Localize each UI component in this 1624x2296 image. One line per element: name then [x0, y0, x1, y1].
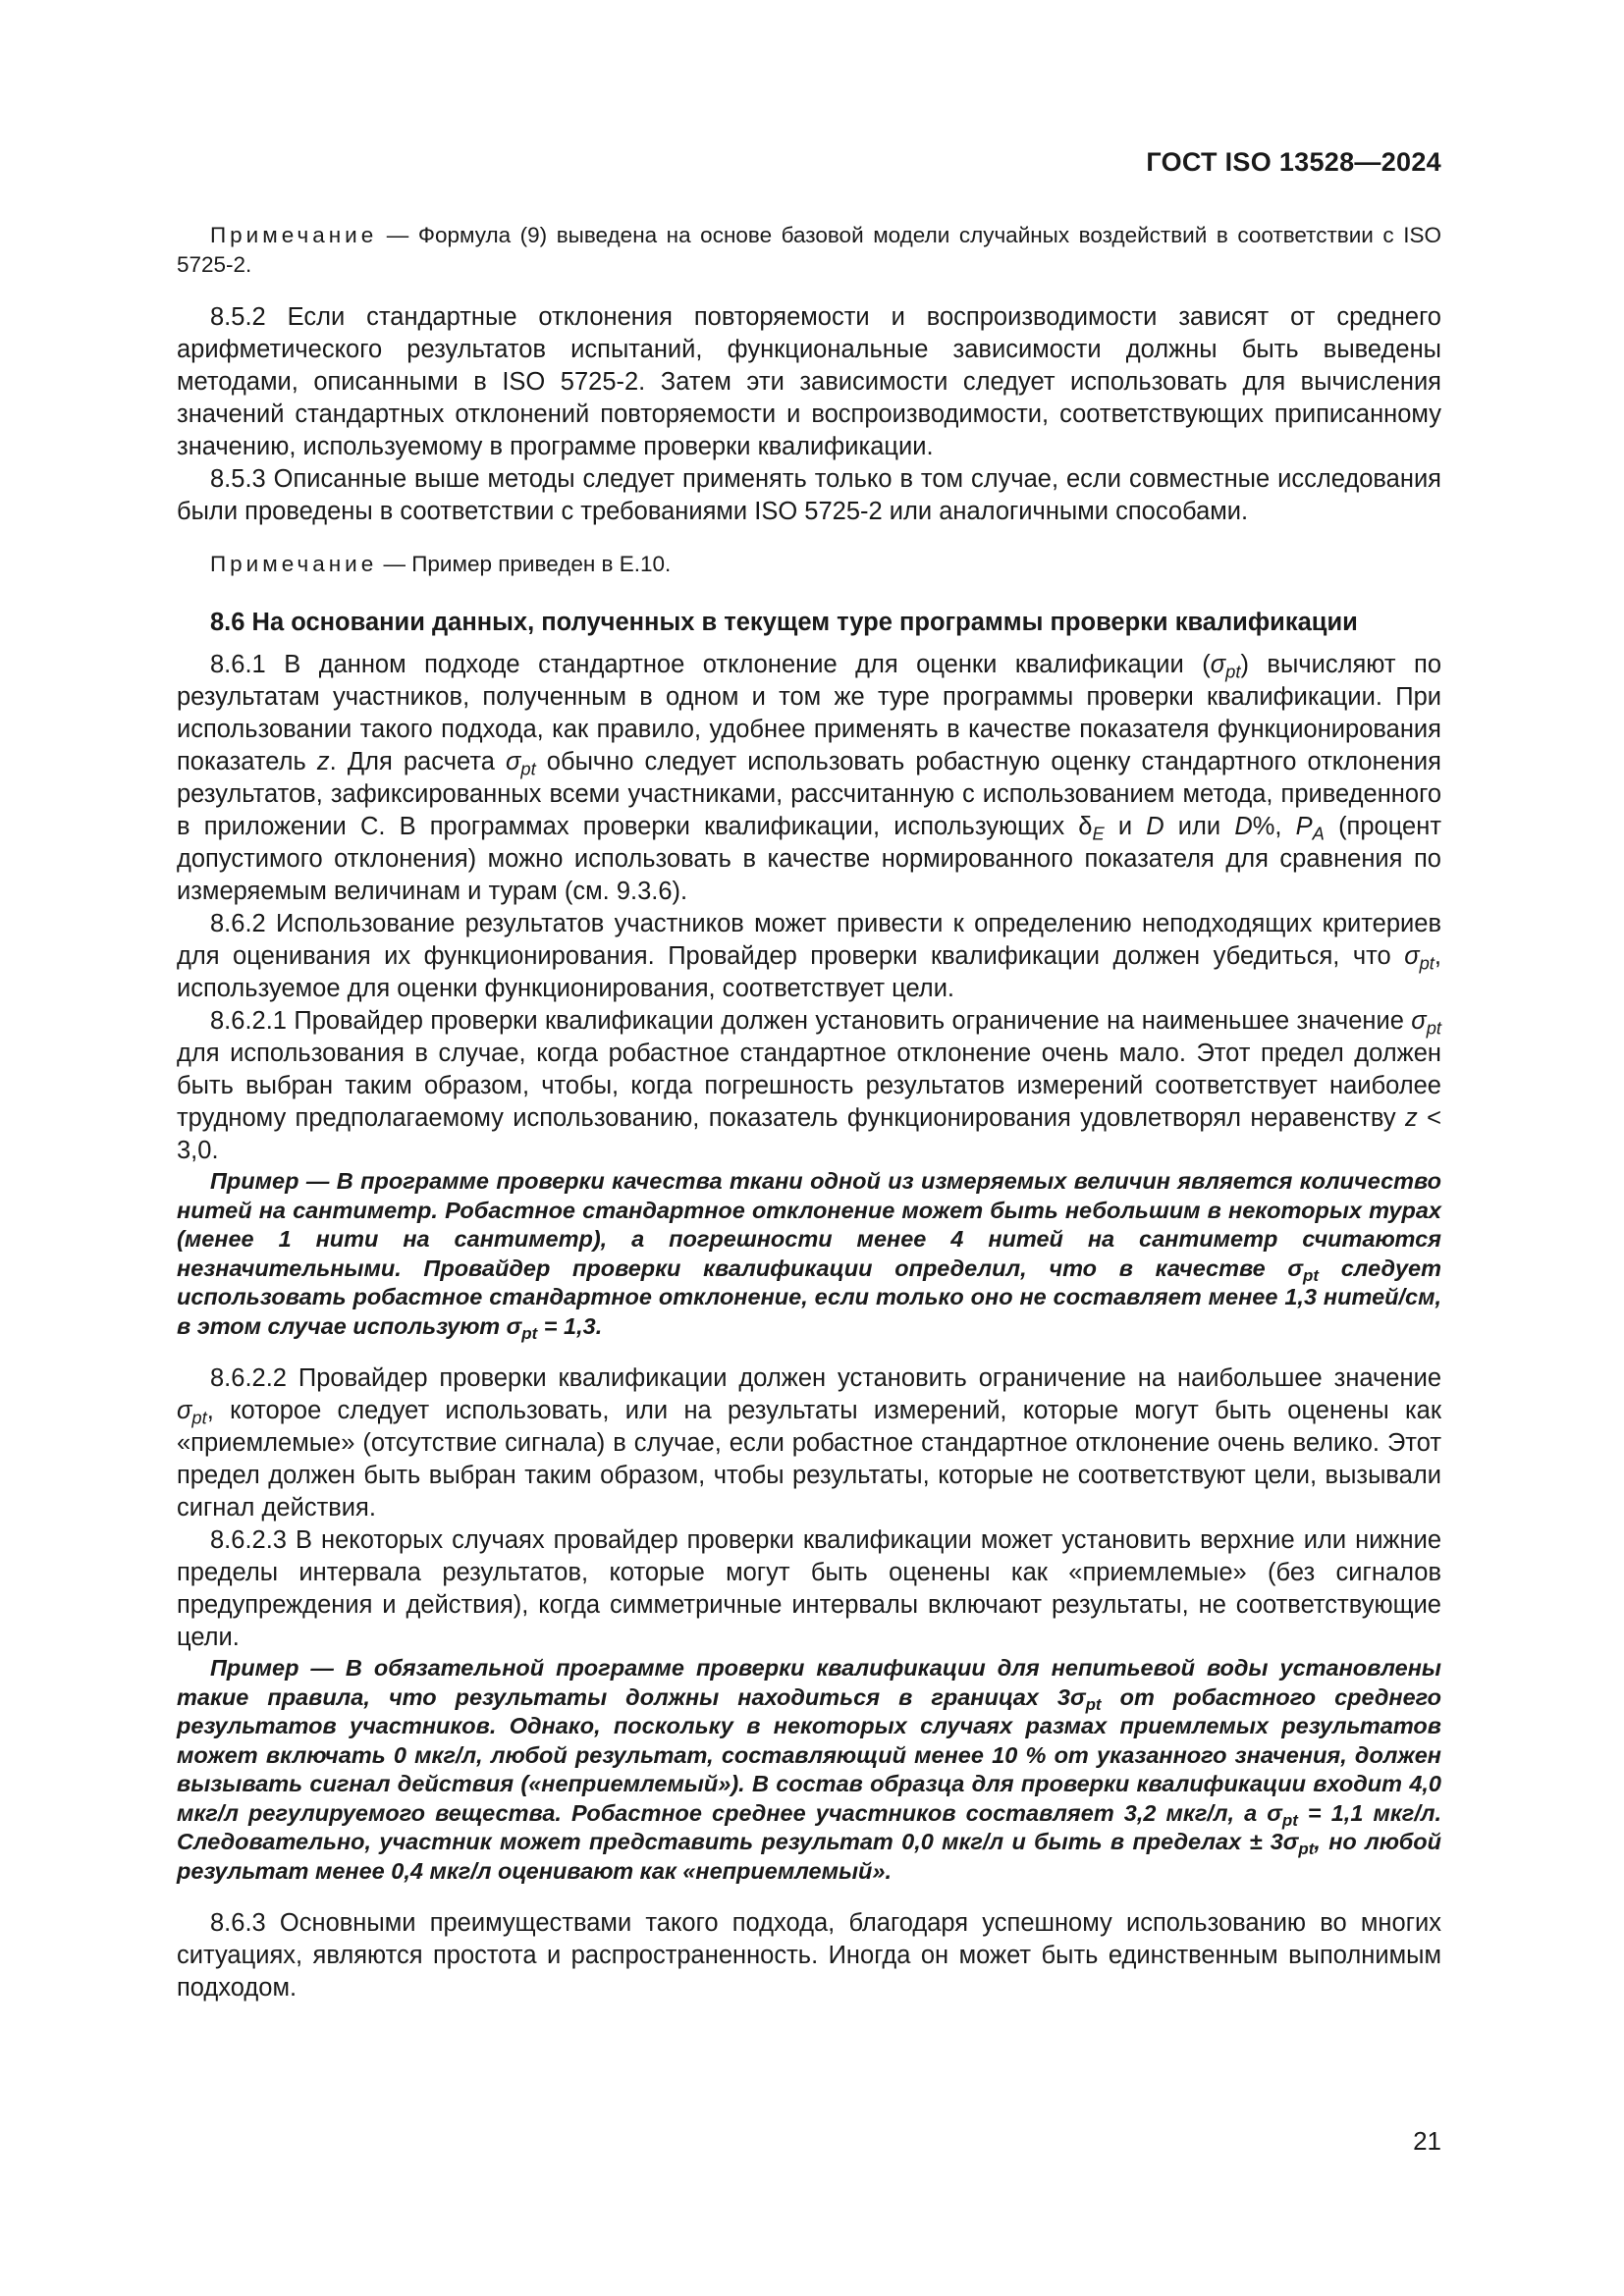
text-run: и — [1104, 813, 1147, 840]
note-text: — Формула (9) выведена на основе базовой модели случайных воздействий в соответствии с ISO 5725-2. — [177, 223, 1441, 277]
document-body — [177, 221, 1441, 2004]
sigma-pt-symbol: $\sigma_{pt}$ — [1267, 1799, 1298, 1830]
paragraph-8-6-2-3: 8.6.2.3 В некоторых случаях провайдер проверки квалификации может установить верхние или нижние пределы интервала результатов, которые могут быть оценены как «приемлемые» (без сигналов предупреждения и действия), когда симметричные интервалы включают результаты, не соответствующие цели. — [177, 1526, 1441, 1651]
paragraph-8-6-2-1 — [177, 1005, 1441, 1167]
text-run: < 3,0. — [177, 1104, 1441, 1164]
text-run: , которое следует использовать, или на результаты измерений, которые могут быть оценены как «приемлемые» (отсутствие сигнала) в случае, если робастное стандартное отклонение очень велико. Этот предел должен быть выбран таким образом, чтобы результаты, которые не соответствуют цели, вызывали сигнал действия. — [177, 1397, 1441, 1522]
note-formula-9 — [177, 221, 1441, 280]
text-run: Пример — В обязательной программе проверки квалификации для непитьевой воды установлены такие правила, что результаты должны находиться в границах 3 — [177, 1655, 1441, 1710]
sigma-pt-symbol: $\sigma_{pt}$ — [1069, 1683, 1102, 1714]
note-label: Примечание — [210, 223, 378, 247]
text-run: ) вычисляют по результатам участников, полученным в одном и том же туре программы проверки квалификации. При использовании такого подхода, как правило, удобнее применять в качестве показателя функционирования показатель — [177, 651, 1441, 775]
sigma-pt-symbol: $\sigma_{pt}$ — [1282, 1829, 1315, 1859]
sigma-pt-symbol: $\sigma_{pt}$ — [177, 1397, 207, 1428]
text-run: Пример — В программе проверки качества ткани одной из измеряемых величин является количество нитей на сантиметр. Робастное стандартное отклонение может быть небольшим в некоторых турах (менее 1 нити на сантиметр), а погрешности менее 4 нитей на сантиметр считаются незначительными. Провайдер проверки квалификации определил, что в качестве — [177, 1168, 1441, 1281]
text-run: 8.6.2 Использование результатов участников может привести к определению неподходящих критериев для оценивания их функционирования. Провайдер проверки квалификации должен убедиться, что — [177, 910, 1441, 970]
text-run: следует использовать робастное стандартное отклонение, если только оно не составляет менее 1,3 нитей/см, в этом случае используют — [177, 1255, 1442, 1339]
paragraph-8-6-2 — [177, 908, 1441, 1005]
sigma-pt-symbol: $\sigma_{pt}$ — [506, 748, 536, 779]
sigma-pt-symbol: $\sigma_{pt}$ — [1287, 1255, 1319, 1285]
example-fabric-threads — [177, 1167, 1441, 1341]
example-water-program — [177, 1654, 1441, 1886]
paragraph-8-5-2: 8.5.2 Если стандартные отклонения повторяемости и воспроизводимости зависят от среднего арифметического результатов испытаний, функциональные зависимости должны быть выведены методами, описанными в ISO 5725-2. Затем эти зависимости следует использовать для вычисления значений стандартных отклонений повторяемости и воспроизводимости, соответствующих приписанному значению, используемому в программе проверки квалификации. — [177, 303, 1441, 460]
text-run: или — [1164, 813, 1235, 840]
note-label: Примечание — [210, 552, 378, 576]
text-run: от робастного среднего результатов участников. Однако, поскольку в некоторых случаях размах приемлемых результатов может включать 0 мкг/л, любой результат, составляющий менее 10 % от указанного значения, должен вызывать сигнал действия («неприемлемый»). В состав образца для проверки квалификации входит 4,0 мкг/л регулируемого вещества. Робастное среднее участников составляет 3,2 мкг/л, а — [177, 1683, 1441, 1826]
paragraph-8-5-3: 8.5.3 Описанные выше методы следует применять только в том случае, если совместные исследования были проведены в соответствии с требованиями ISO 5725-2 или аналогичными способами. — [177, 465, 1441, 525]
sigma-pt-symbol: $\sigma_{pt}$ — [1404, 942, 1435, 974]
text-run: %, — [1252, 813, 1296, 840]
sigma-pt-symbol: $\sigma_{pt}$ — [1411, 1007, 1441, 1039]
z-symbol: z — [316, 748, 330, 775]
text-run: обычно следует использовать робастную оценку стандартного отклонения результатов, зафиксированных всеми участниками, рассчитанную с использованием метода, приведенного в приложении С. В программах проверки квалификации, использующих — [177, 748, 1441, 840]
text-run: = 1,3. — [537, 1312, 603, 1339]
d-symbol: D — [1146, 813, 1164, 840]
page-number: 21 — [1413, 2126, 1441, 2156]
text-run: (процент допустимого отклонения) можно использовать в качестве нормированного показателя для сравнения по измеряемым величинам и турам (см. 9.3.6). — [177, 813, 1441, 905]
sigma-pt-symbol: $\sigma_{pt}$ — [1210, 651, 1241, 682]
paragraph-8-6-2-2 — [177, 1362, 1441, 1524]
text-run: 8.6.2.2 Провайдер проверки квалификации должен установить ограничение на наибольшее значение — [210, 1364, 1441, 1392]
delta-e-symbol: $\delta_E$ — [1078, 813, 1105, 844]
text-run: для использования в случае, когда робастное стандартное отклонение очень мало. Этот предел должен быть выбран таким образом, чтобы, когда погрешность результатов измерений соответствует наиболее трудному предполагаемому использованию, показатель функционирования удовлетворял неравенству — [177, 1040, 1441, 1132]
z-symbol: z — [1405, 1104, 1418, 1132]
d-symbol: D — [1234, 813, 1253, 840]
document-code-header: ГОСТ ISO 13528—2024 — [1146, 147, 1441, 177]
note-example-e10 — [177, 550, 1441, 579]
text-run: 8.6.2.1 Провайдер проверки квалификации должен установить ограничение на наименьшее значение — [210, 1007, 1412, 1035]
text-run: 8.6.1 В данном подходе стандартное отклонение для оценки квалификации ( — [210, 651, 1211, 678]
sigma-pt-symbol: $\sigma_{pt}$ — [506, 1312, 538, 1343]
text-run: . Для расчета — [329, 748, 506, 775]
section-heading-8-6: 8.6 На основании данных, полученных в текущем туре программы проверки квалификации — [210, 609, 1358, 636]
paragraph-8-6-1 — [177, 649, 1441, 908]
pa-symbol: $P_A$ — [1295, 813, 1325, 844]
paragraph-8-6-3: 8.6.3 Основными преимуществами такого подхода, благодаря успешному использованию во многих ситуациях, являются простота и распространенность. Иногда он может быть единственным выполнимым подходом. — [177, 1909, 1441, 2002]
text-run: = 1,1 мкг/л. Следовательно, участник может представить результат 0,0 мкг/л и быть в пределах ± 3 — [177, 1799, 1441, 1854]
text-run: , используемое для оценки функционирования, соответствует цели. — [177, 942, 1441, 1002]
text-run: , но любой результат менее 0,4 мкг/л оценивают как «неприемлемый». — [177, 1829, 1441, 1884]
note-text: — Пример приведен в Е.10. — [377, 552, 672, 576]
